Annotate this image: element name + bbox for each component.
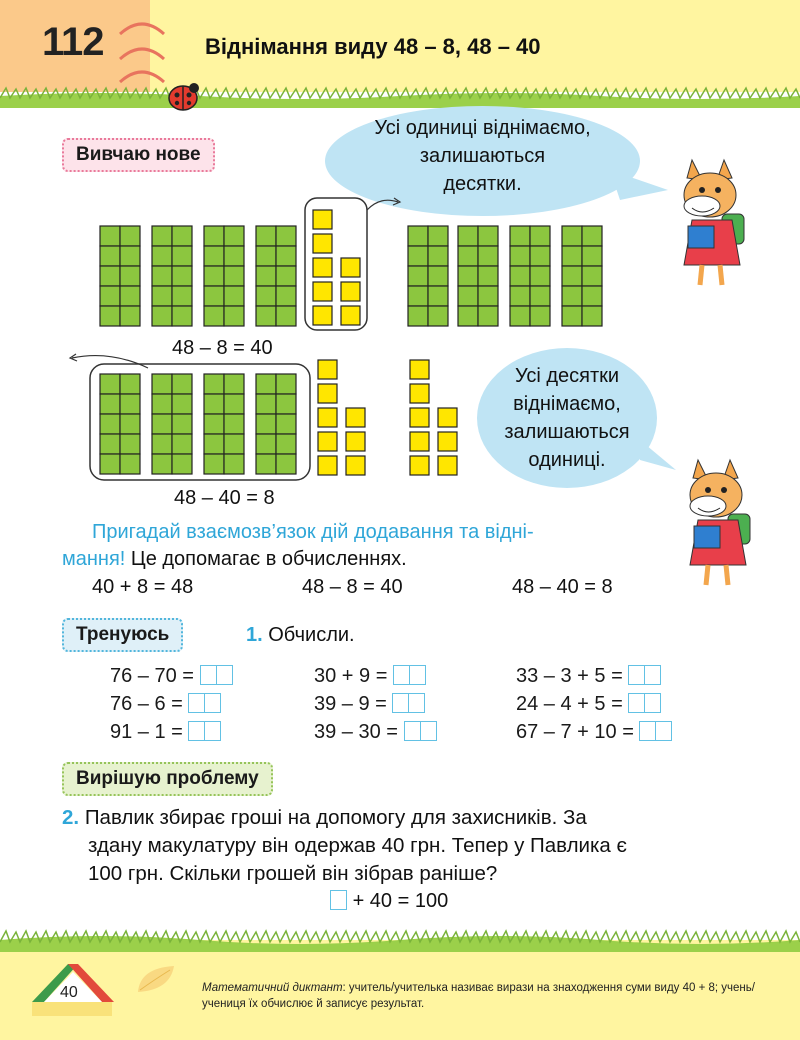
unit-block — [410, 360, 429, 379]
bubble-line: Усі одиниці віднімаємо, — [374, 117, 591, 139]
bubble-line: залишаються — [504, 421, 630, 443]
answer-box[interactable] — [409, 693, 425, 713]
equation-48-minus-40: 48 – 40 = 8 — [174, 487, 275, 509]
unit-block — [346, 456, 365, 475]
exercise — [516, 721, 672, 744]
exercise — [110, 665, 233, 688]
answer-box[interactable] — [188, 693, 205, 713]
expression: 33 – 3 + 5 = — [516, 665, 623, 687]
unit-block — [318, 432, 337, 451]
footnote — [202, 980, 762, 1012]
unit-block — [410, 456, 429, 475]
exercise — [314, 665, 426, 688]
problem-equation — [330, 890, 448, 913]
exercise — [516, 665, 661, 688]
task-number: 1. — [246, 624, 263, 646]
unit-block — [318, 408, 337, 427]
task-number: 2. — [62, 806, 80, 829]
remember-eq-2: 48 – 8 = 40 — [302, 576, 403, 598]
answer-box[interactable] — [217, 665, 233, 685]
task-text: Обчисли. — [268, 624, 355, 646]
answer-box[interactable] — [628, 693, 645, 713]
ten-block — [152, 226, 192, 326]
answer-box[interactable] — [639, 721, 656, 741]
remember-text-line-1: Пригадай взаємозв’язок дій додавання та відні- — [92, 521, 534, 543]
place-value-blocks-row-1 — [60, 192, 620, 337]
footer-page-number: 40 — [60, 984, 78, 1001]
bubble-line: одиниці. — [528, 449, 606, 471]
expression: 39 – 30 = — [314, 721, 398, 743]
bubble-line: Усі десятки — [514, 365, 620, 387]
unit-block — [410, 408, 429, 427]
grass-border-bottom — [0, 928, 800, 952]
unit-block — [341, 282, 360, 301]
expression: 39 – 9 = — [314, 693, 387, 715]
answer-box[interactable] — [205, 693, 221, 713]
leaf-icon — [134, 962, 178, 998]
remember-black-text: Це допомагає в обчисленнях. — [125, 548, 407, 570]
answer-box[interactable] — [330, 890, 347, 910]
bubble-line: залишаються — [419, 145, 546, 167]
expression: 24 – 4 + 5 = — [516, 693, 623, 715]
expression: 76 – 6 = — [110, 693, 183, 715]
page-title: Віднімання виду 48 – 8, 48 – 40 — [205, 34, 541, 59]
equation-text: + 40 = 100 — [352, 890, 449, 912]
answer-box[interactable] — [645, 693, 661, 713]
footnote-italic: Математичний диктант — [202, 982, 343, 994]
unit-block — [438, 432, 457, 451]
expression: 91 – 1 = — [110, 721, 183, 743]
answer-box[interactable] — [188, 721, 205, 741]
remember-eq-1: 40 + 8 = 48 — [92, 576, 194, 598]
problem-line-1 — [62, 806, 587, 830]
answer-box[interactable] — [421, 721, 437, 741]
unit-block — [438, 408, 457, 427]
expression: 67 – 7 + 10 = — [516, 721, 634, 743]
unit-block — [410, 384, 429, 403]
exercise — [314, 693, 425, 716]
answer-box[interactable] — [410, 665, 426, 685]
equation-48-minus-8: 48 – 8 = 40 — [172, 337, 273, 359]
section-label-practice: Тренуюсь — [62, 618, 183, 652]
unit-block — [318, 384, 337, 403]
unit-block — [313, 258, 332, 277]
unit-block — [341, 306, 360, 325]
expression: 30 + 9 = — [314, 665, 388, 687]
ten-block — [204, 226, 244, 326]
answer-box[interactable] — [205, 721, 221, 741]
unit-block — [318, 360, 337, 379]
answer-box[interactable] — [393, 665, 410, 685]
unit-block — [410, 432, 429, 451]
answer-box[interactable] — [645, 665, 661, 685]
ten-block — [562, 226, 602, 326]
decorative-swirl-icon — [112, 14, 172, 84]
problem-line-2: здану макулатуру він одержав 40 грн. Тепер у Павлика є — [88, 834, 627, 857]
problem-text: Павлик збирає гроші на допомогу для захисників. За — [84, 806, 587, 829]
footnote-text: : учитель/учителька називає вирази на знаходження суми виду 40 + 8; учень/учениця їх обчислює й записує результат. — [202, 982, 755, 1010]
exercise — [516, 693, 661, 716]
unit-block — [438, 456, 457, 475]
unit-block — [313, 234, 332, 253]
unit-block — [313, 306, 332, 325]
answer-box[interactable] — [392, 693, 409, 713]
exercise — [110, 693, 221, 716]
unit-block — [313, 282, 332, 301]
answer-box[interactable] — [656, 721, 672, 741]
unit-block — [341, 258, 360, 277]
unit-block — [346, 432, 365, 451]
page-number: 112 — [42, 20, 104, 64]
place-value-blocks-row-2 — [60, 348, 480, 488]
exercise — [314, 721, 437, 744]
answer-box[interactable] — [628, 665, 645, 685]
remember-eq-3: 48 – 40 = 8 — [512, 576, 613, 598]
fox-character-illustration-2 — [668, 450, 768, 590]
unit-block — [313, 210, 332, 229]
bubble-line: віднімаємо, — [513, 393, 621, 415]
fox-character-illustration — [662, 150, 762, 290]
ten-block — [458, 226, 498, 326]
unit-block — [318, 456, 337, 475]
ten-block — [100, 374, 140, 474]
exercise — [110, 721, 221, 744]
ten-block — [100, 226, 140, 326]
ten-block — [256, 374, 296, 474]
ten-block — [152, 374, 192, 474]
section-label-learn: Вивчаю нове — [62, 138, 215, 172]
problem-line-3: 100 грн. Скільки грошей він зібрав раніше? — [88, 862, 498, 885]
ladybug-icon — [163, 80, 201, 112]
ten-block — [510, 226, 550, 326]
task-1-heading — [246, 624, 355, 647]
answer-box[interactable] — [404, 721, 421, 741]
expression: 76 – 70 = — [110, 665, 194, 687]
answer-box[interactable] — [200, 665, 217, 685]
ten-block — [408, 226, 448, 326]
speech-bubble-tens — [477, 348, 657, 488]
remember-text-line-2 — [62, 548, 407, 571]
unit-block — [346, 408, 365, 427]
remember-blue-word: мання! — [62, 548, 126, 570]
bubble-line: десятки. — [443, 173, 522, 195]
ten-block — [204, 374, 244, 474]
grass-border — [0, 86, 800, 108]
section-label-problem: Вирішую проблему — [62, 762, 273, 796]
ten-block — [256, 226, 296, 326]
